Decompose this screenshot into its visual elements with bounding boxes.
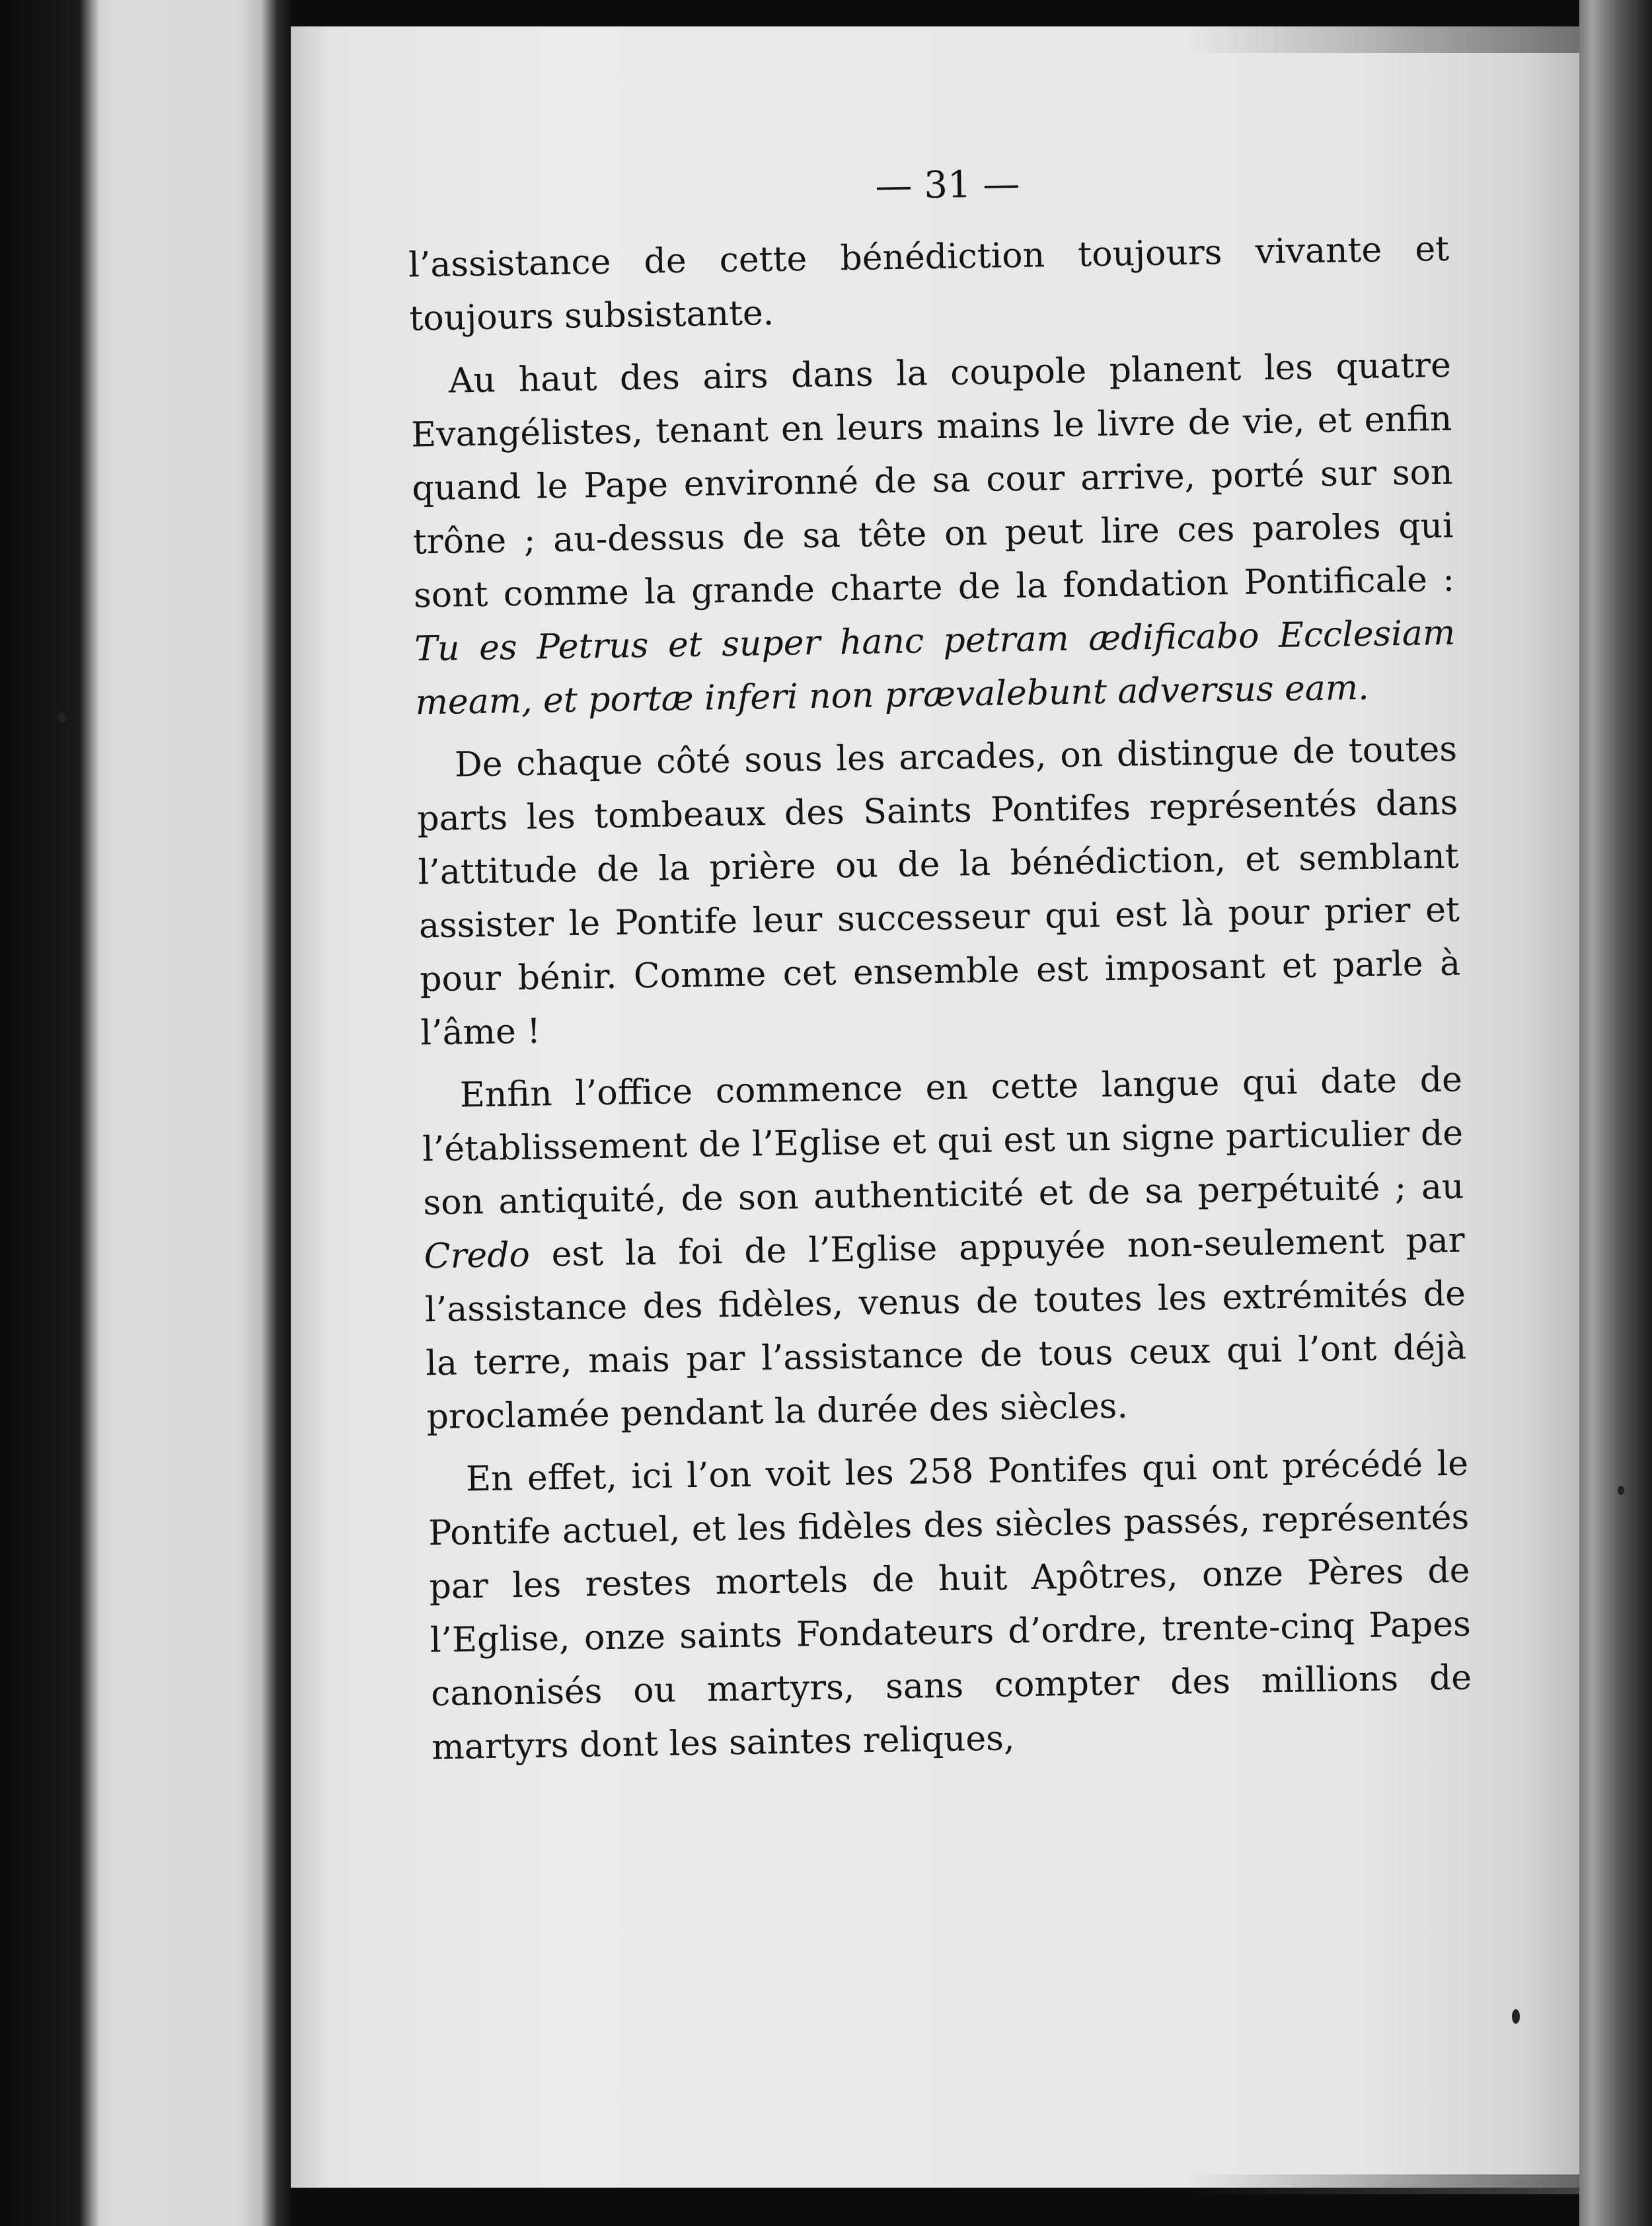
paragraph-3: De chaque côté sous les arcades, on distingue de toutes parts les tombeaux des Saints Pontifes représentés dans l’attitude de la prière ou de la bénédiction, et semblant assister le Pontife leur successeur qui est là pour prier et pour bénir. Comme cet ensemble est imposant et parle à l’âme ! bbox=[416, 729, 1461, 1054]
ink-speck bbox=[1618, 1486, 1624, 1495]
page-text bbox=[407, 151, 1473, 1784]
ink-speck bbox=[1512, 2009, 1520, 2024]
paragraph-4-text-b: est la foi de l’Eglise appuyée non-seulement par l’assistance des fidèles, venus de toutes les extrémités de la terre, mais par l’assistance de tous ceux qui l’ont déjà proclamée pendant la durée des siècles. bbox=[424, 1220, 1467, 1438]
paragraph-5: En effet, ici l’on voit les 258 Pontifes qui ont précédé le Pontife actuel, et les fidèles des siècles passés, représentés par les restes mortels de huit Apôtres, onze Pères de l’Eglise, onze saints Fondateurs d’ordre, trente-cinq Papes canonisés ou martyrs, sans compter des millions de martyrs dont les saintes reliques, bbox=[428, 1443, 1472, 1768]
page-shadow-top bbox=[1189, 26, 1579, 53]
paragraph-4 bbox=[421, 1054, 1468, 1445]
paragraph-1: l’assistance de cette bénédiction toujours vivante et toujours subsistante. bbox=[408, 229, 1450, 339]
latin-quotation: Tu es Petrus et super hanc petram ædificabo Ecclesiam meam, et portæ inferi non prævalebunt adversus eam. bbox=[414, 613, 1456, 723]
page-binding-edge bbox=[1579, 0, 1652, 2226]
paragraph-2 bbox=[410, 339, 1456, 730]
page-shadow-bottom bbox=[1189, 2174, 1579, 2194]
facing-page-edge bbox=[0, 0, 291, 2226]
page-number: — 31 — bbox=[874, 162, 1020, 208]
credo-term: Credo bbox=[424, 1235, 531, 1277]
paragraph-4-text-a: Enfin l’office commence en cette langue qui date de l’établissement de l’Eglise et qui est un signe particulier de son antiquité, de son authenticité et de sa perpétuité ; au bbox=[422, 1059, 1464, 1223]
ink-speck bbox=[58, 712, 66, 723]
paragraph-2-text: Au haut des airs dans la coupole planent les quatre Evangélistes, tenant en leurs mains le livre de vie, et enfin quand le Pape environné de sa cour arrive, porté sur son trône ; au-dessus de sa tête on peut lire ces paroles qui sont comme la grande charte de la fondation Pontificale : bbox=[410, 345, 1455, 616]
